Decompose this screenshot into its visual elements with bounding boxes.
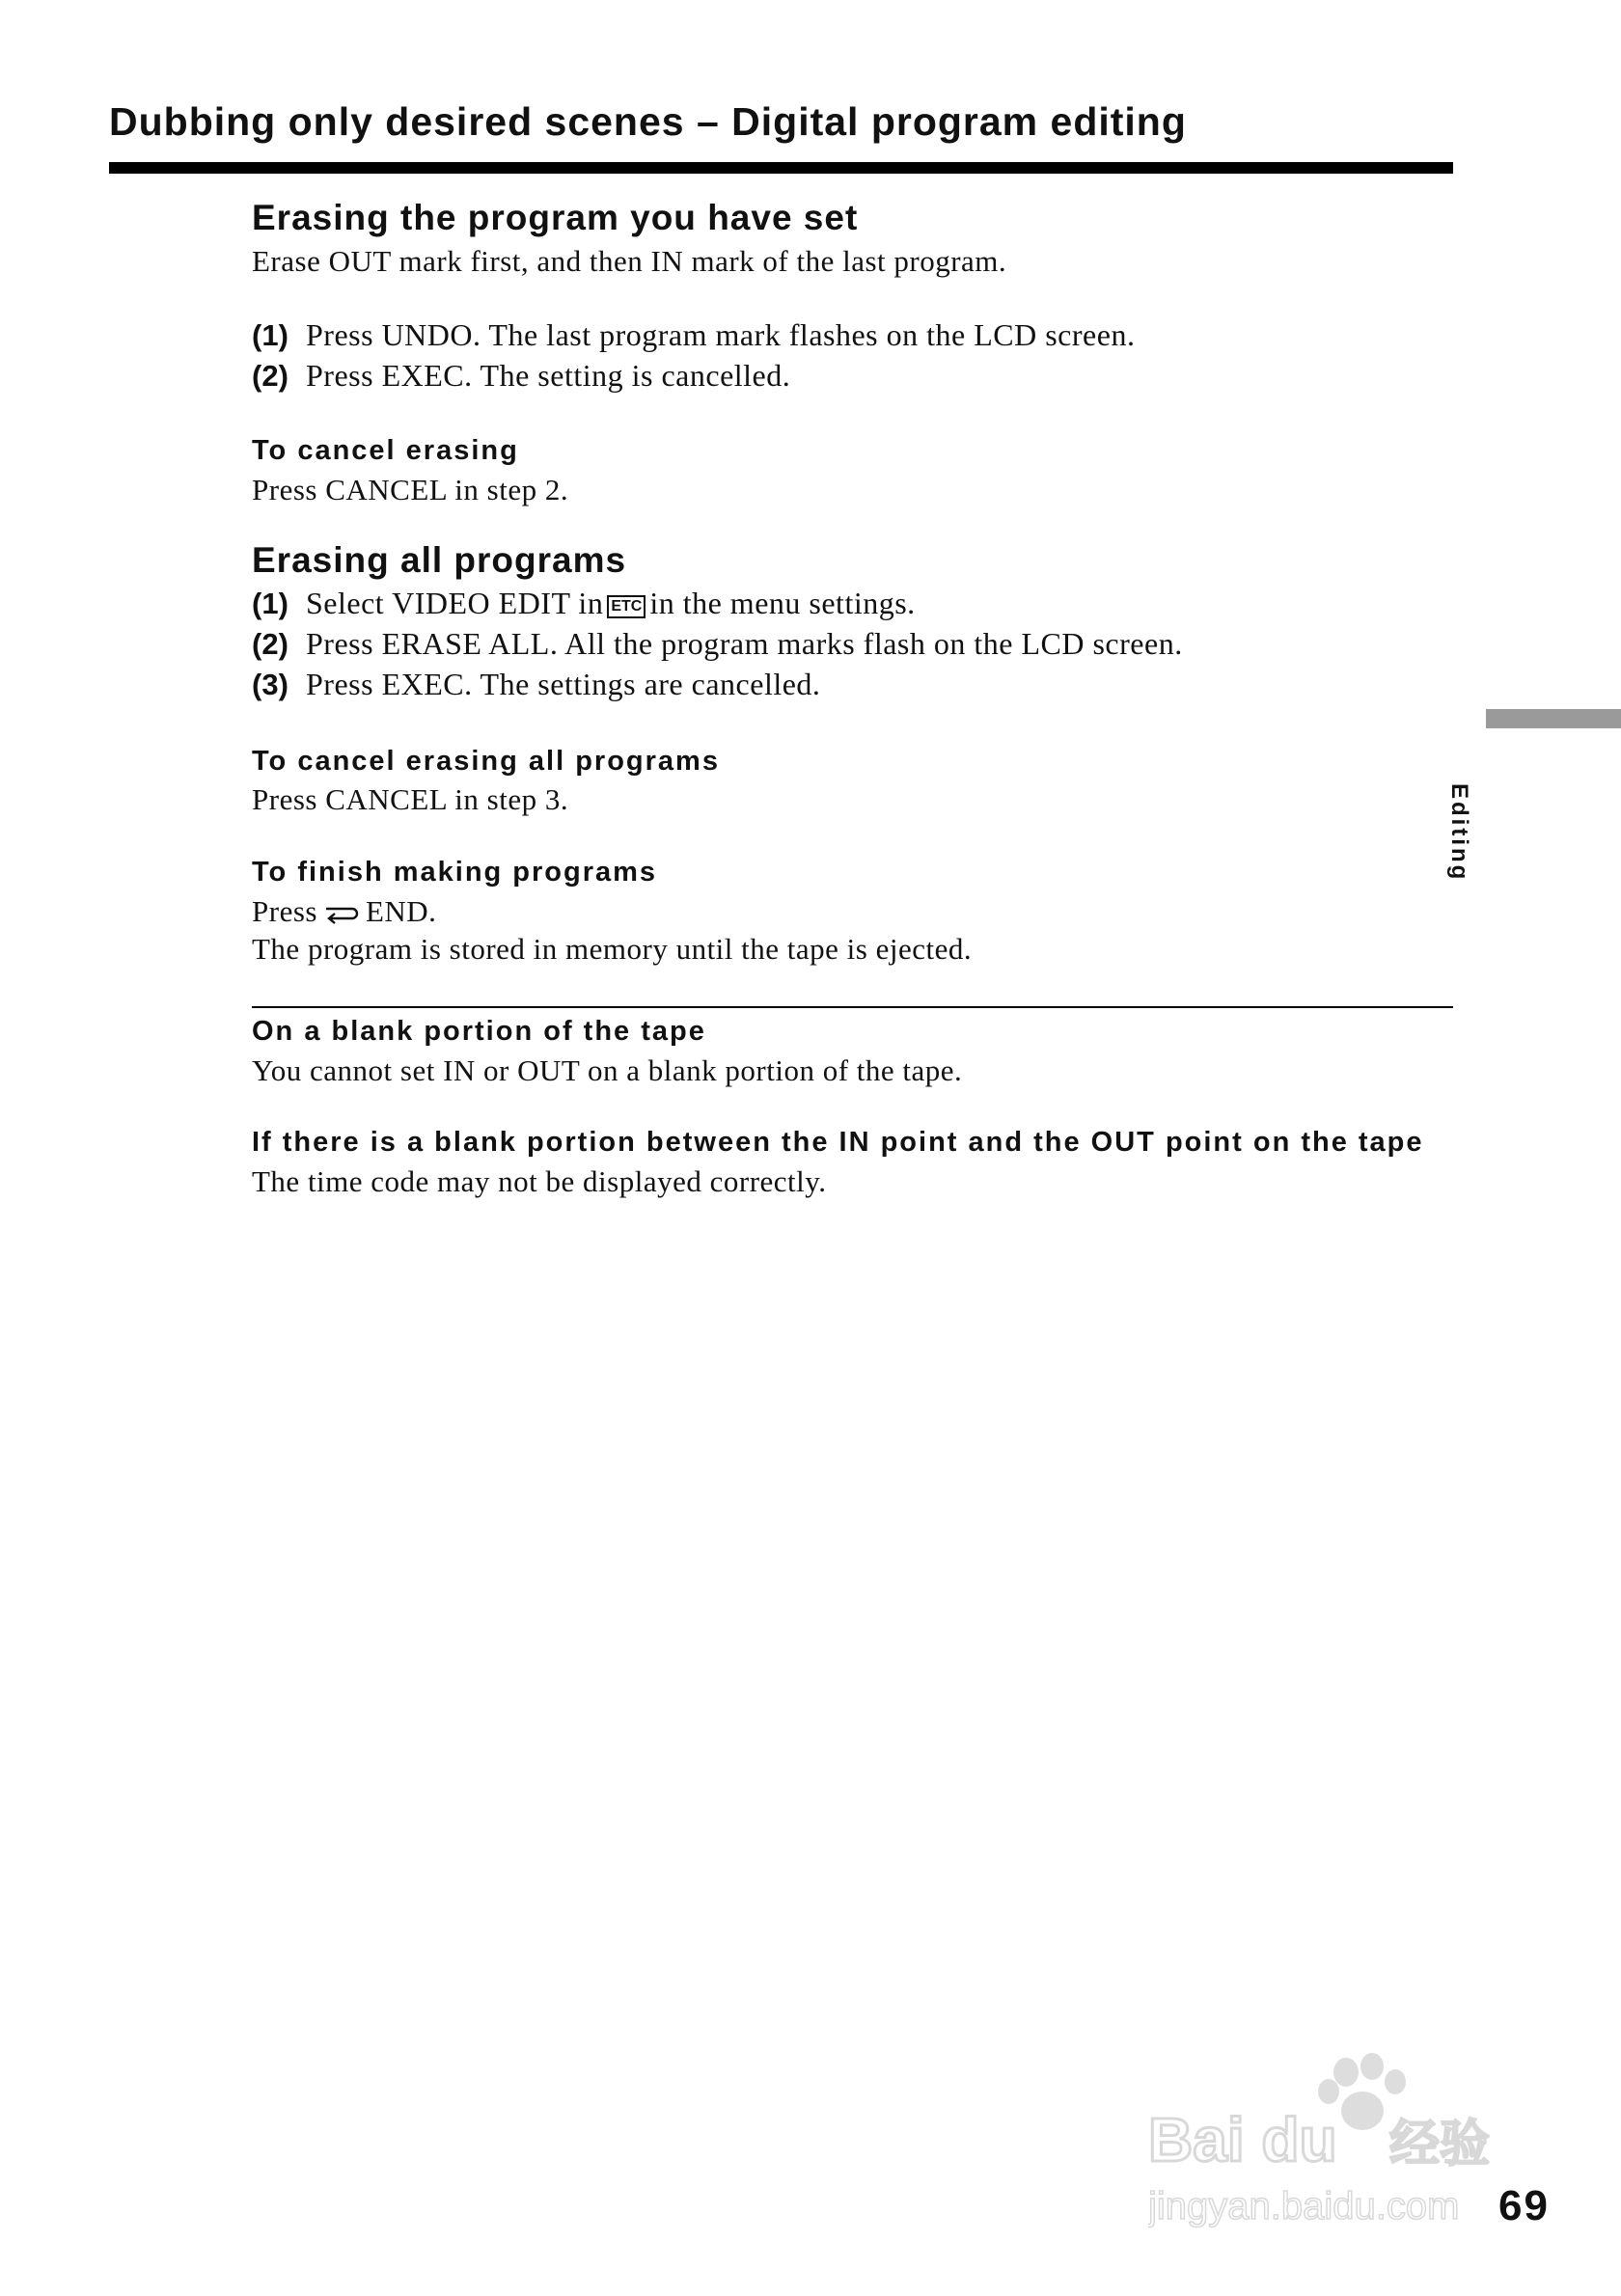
page-number: 69 xyxy=(1498,2182,1550,2229)
erase-all-step-1 xyxy=(252,586,916,621)
return-icon xyxy=(323,901,360,924)
erase-intro-text: Erase OUT mark first, and then IN mark of the last program. xyxy=(252,244,1007,278)
step-text: Press EXEC. The settings are cancelled. xyxy=(306,667,821,701)
notes-divider xyxy=(252,1006,1453,1008)
cancel-erasing-all-text: Press CANCEL in step 3. xyxy=(252,782,569,816)
erase-step-1 xyxy=(252,317,1135,353)
heading-erasing-all: Erasing all programs xyxy=(252,540,627,580)
cancel-erasing-text: Press CANCEL in step 2. xyxy=(252,473,569,506)
note-heading-blank-portion: On a blank portion of the tape xyxy=(252,1016,706,1047)
note-heading-blank-between: If there is a blank portion between the IN point and the OUT point on the tape xyxy=(252,1127,1424,1158)
heading-cancel-erasing-all: To cancel erasing all programs xyxy=(252,746,720,777)
baidu-watermark-logo xyxy=(1148,2045,1544,2238)
heading-finish-programs: To finish making programs xyxy=(252,857,658,888)
erase-step-2 xyxy=(252,358,790,394)
heading-cancel-erasing: To cancel erasing xyxy=(252,435,519,466)
watermark-url: jingyan.baidu.com xyxy=(1148,2185,1460,2228)
step-text: Press EXEC. The setting is cancelled. xyxy=(306,358,791,393)
side-tab-bar xyxy=(1486,709,1621,728)
finish-text-before: Press xyxy=(252,894,317,928)
erase-all-step-3 xyxy=(252,667,820,702)
note-text-blank-between: The time code may not be displayed correctly. xyxy=(252,1164,827,1198)
step-text: Press UNDO. The last program mark flashes on the LCD screen. xyxy=(306,317,1136,352)
etc-menu-icon: ETC xyxy=(607,595,646,618)
step-number: (1) xyxy=(252,318,288,352)
step-number: (1) xyxy=(252,587,288,620)
finish-line-1 xyxy=(252,894,436,929)
finish-line-2: The program is stored in memory until the tape is ejected. xyxy=(252,932,973,966)
note-text-blank-portion: You cannot set IN or OUT on a blank portion of the tape. xyxy=(252,1053,963,1087)
title-rule xyxy=(109,162,1453,174)
side-tab-label: Editing xyxy=(1446,783,1472,883)
step-number: (3) xyxy=(252,668,288,701)
step-number: (2) xyxy=(252,359,288,393)
erase-all-step-2 xyxy=(252,626,1183,662)
finish-text-after: END. xyxy=(365,894,437,928)
step-text: Press ERASE ALL. All the program marks flash on the LCD screen. xyxy=(306,626,1183,661)
step-text-before: Select VIDEO EDIT in xyxy=(306,586,604,620)
page-title: Dubbing only desired scenes – Digital program editing xyxy=(109,99,1187,144)
step-number: (2) xyxy=(252,627,288,661)
step-text-after: in the menu settings. xyxy=(649,586,916,620)
watermark-brand-cn: 经验 xyxy=(1389,2116,1491,2173)
watermark-brand: Bai du xyxy=(1148,2105,1337,2174)
heading-erasing-program: Erasing the program you have set xyxy=(252,198,859,237)
